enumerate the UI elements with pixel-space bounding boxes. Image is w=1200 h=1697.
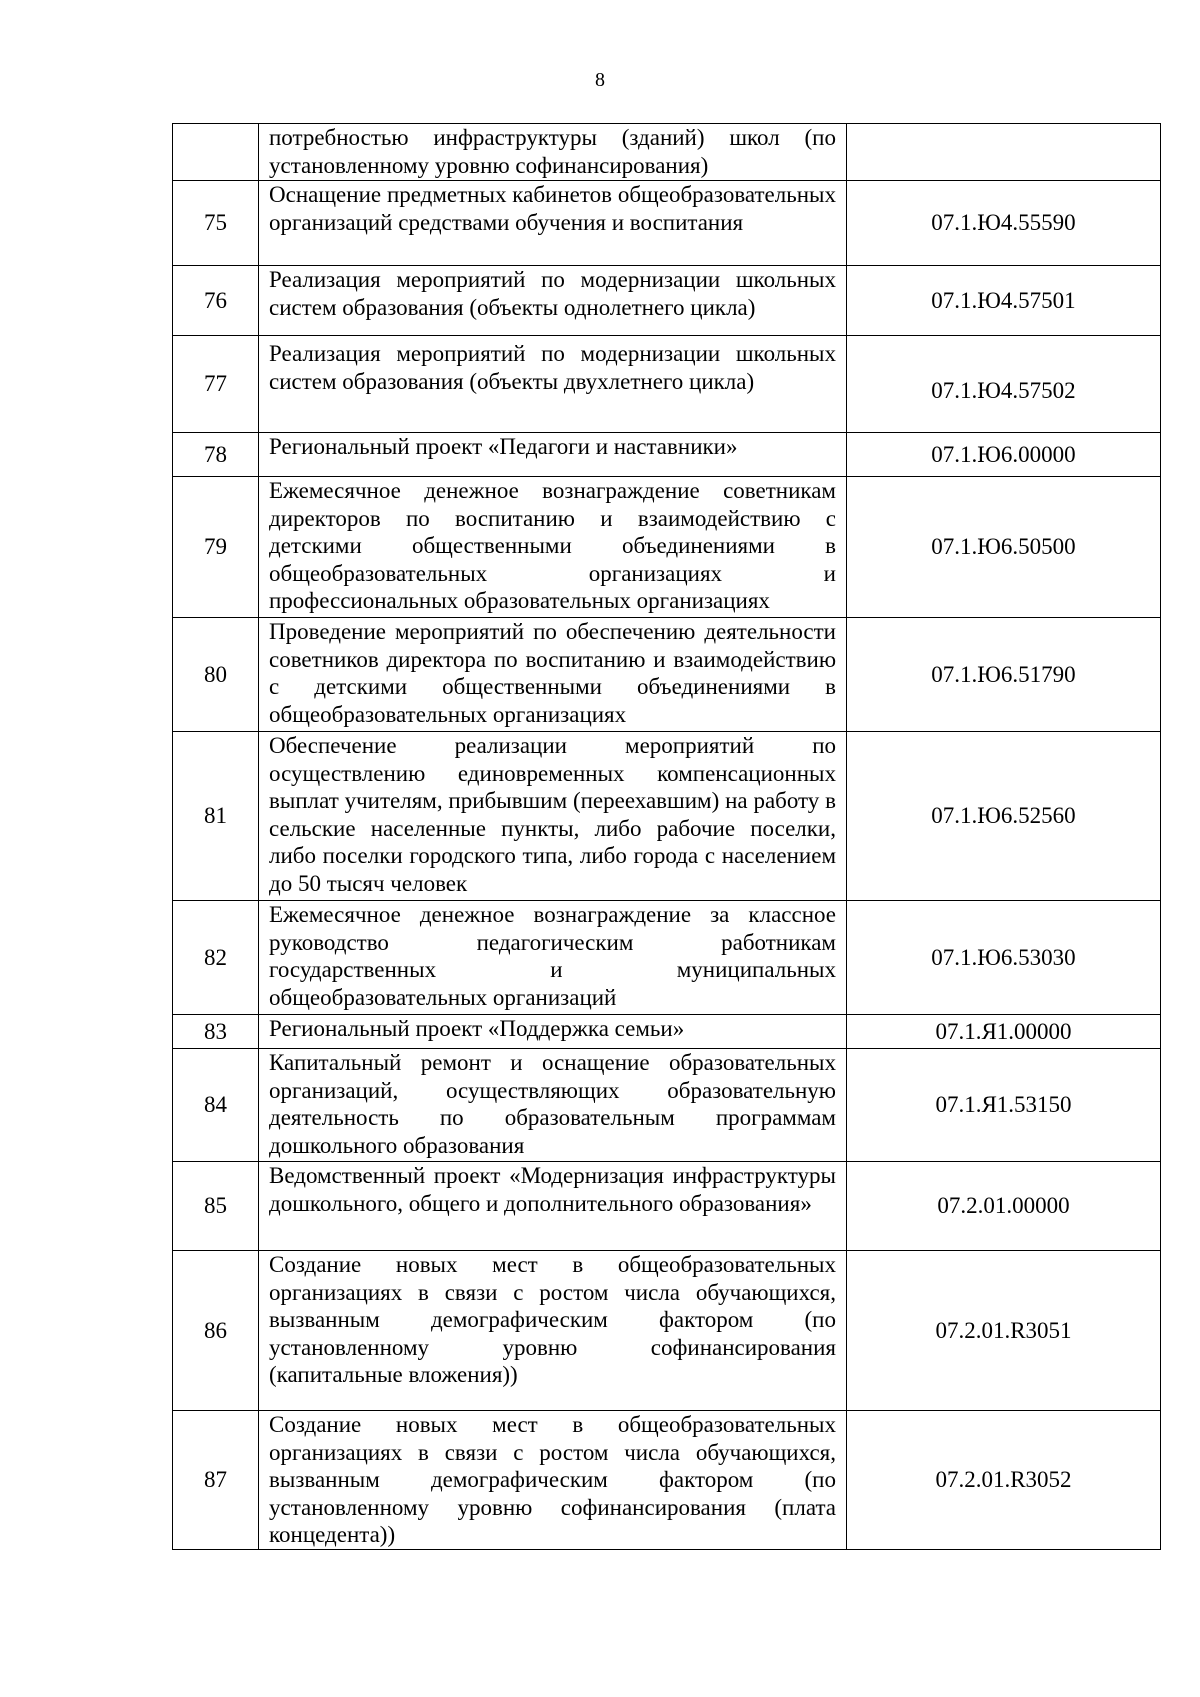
row-code: 07.1.Я1.53150 xyxy=(847,1049,1161,1162)
row-number: 80 xyxy=(173,618,259,732)
row-code: 07.1.Ю6.50500 xyxy=(847,477,1161,618)
row-code: 07.1.Ю4.57502 xyxy=(847,336,1161,433)
table-row xyxy=(173,1049,1161,1162)
table-row xyxy=(173,433,1161,477)
row-number: 79 xyxy=(173,477,259,618)
row-number: 82 xyxy=(173,901,259,1015)
row-number: 87 xyxy=(173,1411,259,1550)
row-name: Оснащение предметных кабинетов общеобразовательных организаций средствами обучения и воспитания xyxy=(259,181,847,266)
row-name: Ведомственный проект «Модернизация инфраструктуры дошкольного, общего и дополнительного образования» xyxy=(259,1162,847,1251)
row-code: 07.1.Ю4.57501 xyxy=(847,266,1161,336)
row-name: Создание новых мест в общеобразовательных организациях в связи с ростом числа обучающихся, вызванным демографическим фактором (по установленному уровню софинансирования (плата концедента)) xyxy=(259,1411,847,1550)
table-row xyxy=(173,124,1161,181)
row-code xyxy=(847,124,1161,181)
table-row xyxy=(173,336,1161,433)
table-row xyxy=(173,732,1161,901)
budget-classification-table xyxy=(172,123,1161,1550)
row-name: потребностью инфраструктуры (зданий) школ (по установленному уровню софинансирования) xyxy=(259,124,847,181)
table-row xyxy=(173,1411,1161,1550)
table-row xyxy=(173,618,1161,732)
row-code: 07.1.Ю6.00000 xyxy=(847,433,1161,477)
row-name: Региональный проект «Поддержка семьи» xyxy=(259,1015,847,1049)
row-number: 76 xyxy=(173,266,259,336)
row-code: 07.1.Ю6.52560 xyxy=(847,732,1161,901)
row-code: 07.2.01.00000 xyxy=(847,1162,1161,1251)
row-number: 75 xyxy=(173,181,259,266)
page-number: 8 xyxy=(595,69,605,91)
row-number: 83 xyxy=(173,1015,259,1049)
table-row xyxy=(173,477,1161,618)
row-name: Реализация мероприятий по модернизации школьных систем образования (объекты двухлетнего цикла) xyxy=(259,336,847,433)
row-name: Создание новых мест в общеобразовательных организациях в связи с ростом числа обучающихся, вызванным демографическим фактором (по установленному уровню софинансирования (капитальные вложения)) xyxy=(259,1251,847,1411)
row-number: 77 xyxy=(173,336,259,433)
row-code: 07.1.Ю6.53030 xyxy=(847,901,1161,1015)
row-code: 07.1.Ю6.51790 xyxy=(847,618,1161,732)
row-code: 07.2.01.R3051 xyxy=(847,1251,1161,1411)
row-number: 85 xyxy=(173,1162,259,1251)
row-code: 07.1.Ю4.55590 xyxy=(847,181,1161,266)
row-number: 78 xyxy=(173,433,259,477)
table-row xyxy=(173,266,1161,336)
row-number: 84 xyxy=(173,1049,259,1162)
table-row xyxy=(173,901,1161,1015)
row-name: Обеспечение реализации мероприятий по осуществлению единовременных компенсационных выплат учителям, прибывшим (переехавшим) на работу в сельские населенные пункты, либо рабочие поселки, либо поселки городского типа, либо города с населением до 50 тысяч человек xyxy=(259,732,847,901)
row-name: Реализация мероприятий по модернизации школьных систем образования (объекты однолетнего цикла) xyxy=(259,266,847,336)
row-code: 07.1.Я1.00000 xyxy=(847,1015,1161,1049)
row-name: Капитальный ремонт и оснащение образовательных организаций, осуществляющих образовательную деятельность по образовательным программам дошкольного образования xyxy=(259,1049,847,1162)
table-row xyxy=(173,1162,1161,1251)
table-row xyxy=(173,1015,1161,1049)
row-number: 86 xyxy=(173,1251,259,1411)
row-name: Проведение мероприятий по обеспечению деятельности советников директора по воспитанию и взаимодействию с детскими общественными объединениями в общеобразовательных организациях xyxy=(259,618,847,732)
table-row xyxy=(173,1251,1161,1411)
row-number: 81 xyxy=(173,732,259,901)
table-row xyxy=(173,181,1161,266)
row-name: Ежемесячное денежное вознаграждение советникам директоров по воспитанию и взаимодействию с детскими общественными объединениями в общеобразовательных организациях и профессиональных образовательных организациях xyxy=(259,477,847,618)
row-name: Региональный проект «Педагоги и наставники» xyxy=(259,433,847,477)
row-name: Ежемесячное денежное вознаграждение за классное руководство педагогическим работникам государственных и муниципальных общеобразовательных организаций xyxy=(259,901,847,1015)
row-code: 07.2.01.R3052 xyxy=(847,1411,1161,1550)
row-number xyxy=(173,124,259,181)
